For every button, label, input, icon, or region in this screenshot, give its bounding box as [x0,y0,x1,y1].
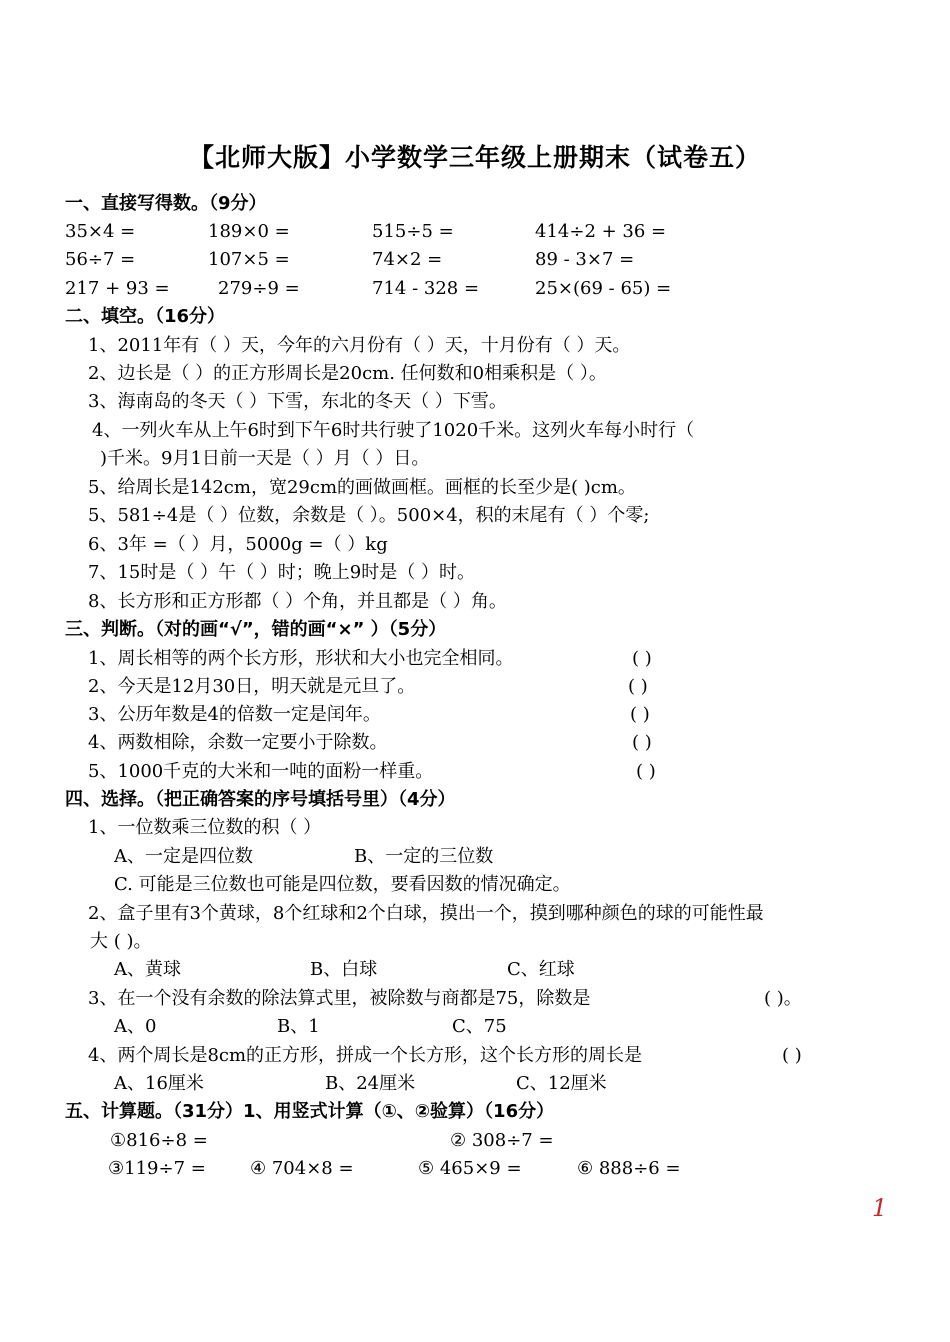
choice-options [0,1070,950,1098]
fill-blank-item [0,417,950,445]
fill-blank-text: 4、一列火车从上午6时到下午6时共行驶了1020千米。这列火车每小时行（ [92,420,695,441]
choice-options [0,1013,950,1041]
judge-paren: ( ) [632,648,652,669]
calc-item: ④ 704×8 = [250,1158,354,1179]
option-c: C、75 [452,1016,507,1037]
choice-question-text: 2、盒子里有3个黄球，8个红球和2个白球，摸出一个，摸到哪种颜色的球的可能性最 [88,903,764,924]
judge-paren: ( ) [636,761,656,782]
section5-heading: 五、计算题。（31分）1、用竖式计算（①、②验算）（16分） [65,1101,555,1122]
mental-math-item: 414÷2 + 36 = [535,221,667,242]
section1-row [0,246,950,274]
judge-paren: ( ) [632,732,652,753]
choice-question-text: 大 ( )。 [90,931,152,952]
section2-heading-line [0,303,950,331]
calc-item: ② 308÷7 = [450,1130,554,1151]
choice-question-text: 4、两个周长是8cm的正方形，拼成一个长方形，这个长方形的周长是 [88,1045,643,1066]
calc-item: ③119÷7 = [108,1158,206,1179]
judge-paren: ( ) [630,704,650,725]
choice-question-text: 1、一位数乘三位数的积（ ） [88,817,322,838]
calc-item: ①816÷8 = [110,1130,208,1151]
calc-item: ⑤ 465×9 = [418,1158,522,1179]
option-c: C、红球 [507,959,575,980]
fill-blank-item [0,531,950,559]
choice-question [0,985,950,1013]
fill-blank-text: 5、给周长是142cm，宽29cm的画做画框。画框的长至少是( )cm。 [88,477,636,498]
judge-item [0,673,950,701]
fill-blank-text: 6、3年 =（ ）月，5000g =（ ）kg [88,534,388,555]
judge-text: 3、公历年数是4的倍数一定是闰年。 [88,704,381,725]
fill-blank-text: 5、581÷4是（ ）位数，余数是（ ）。500×4，积的末尾有（ ）个零; [88,505,650,526]
mental-math-item: 714 - 328 = [372,278,480,299]
option-b: B、一定的三位数 [354,846,494,867]
fill-blank-item [0,502,950,530]
judge-text: 1、周长相等的两个长方形，形状和大小也完全相同。 [88,648,514,669]
section1-heading: 一、直接写得数。（9分） [65,193,267,214]
judge-item [0,729,950,757]
option-c: C、12厘米 [516,1073,607,1094]
fill-blank-item [0,588,950,616]
choice-options [0,843,950,871]
fill-blank-item [0,474,950,502]
fill-blank-item [0,559,950,587]
fill-blank-item [0,332,950,360]
calc-row [0,1155,950,1183]
fill-blank-text: 2、边长是（ ）的正方形周长是20cm. 任何数和0相乘积是（ ）。 [88,363,607,384]
fill-blank-item [0,445,950,473]
option-b: B、1 [277,1016,320,1037]
fill-blank-item [0,388,950,416]
mental-math-item: 25×(69 - 65) = [535,278,672,299]
section1-row [0,218,950,246]
mental-math-item: 74×2 = [372,249,443,270]
mental-math-item: 279÷9 = [218,278,300,299]
option-a: A、一定是四位数 [114,846,253,867]
choice-options [0,871,950,899]
fill-blank-item [0,360,950,388]
judge-item [0,701,950,729]
mental-math-item: 107×5 = [208,249,290,270]
fill-blank-text: )千米。9月1日前一天是（ ）月（ ）日。 [100,448,430,469]
fill-blank-text: 3、海南岛的冬天（ ）下雪，东北的冬天（ ）下雪。 [88,391,507,412]
choice-question [0,814,950,842]
choice-question-text: 3、在一个没有余数的除法算式里，被除数与商都是75，除数是 [88,988,591,1009]
option-a: A、黄球 [114,959,181,980]
page-title: 【北师大版】小学数学三年级上册期末（试卷五） [188,143,761,172]
calc-row [0,1127,950,1155]
calc-item: ⑥ 888÷6 = [577,1158,681,1179]
choice-question [0,1042,950,1070]
mental-math-item: 515÷5 = [372,221,454,242]
section2-heading: 二、填空。（16分） [65,306,226,327]
fill-blank-text: 1、2011年有（ ）天，今年的六月份有（ ）天，十月份有（ ）天。 [88,335,631,356]
choice-paren: ( )。 [764,988,802,1009]
mental-math-item: 35×4 = [65,221,136,242]
option-c: C. 可能是三位数也可能是四位数，要看因数的情况确定。 [114,874,571,895]
judge-text: 4、两数相除，余数一定要小于除数。 [88,732,388,753]
judge-item [0,645,950,673]
section4-heading-line [0,786,950,814]
judge-item [0,758,950,786]
judge-paren: ( ) [628,676,648,697]
section1-row [0,275,950,303]
section4-heading: 四、选择。（把正确答案的序号填括号里）（4分） [65,789,456,810]
section3-heading-line [0,616,950,644]
section5-heading-line [0,1098,950,1126]
choice-question [0,900,950,928]
option-b: B、24厘米 [325,1073,416,1094]
choice-question [0,928,950,956]
choice-options [0,956,950,984]
judge-text: 2、今天是12月30日，明天就是元旦了。 [88,676,416,697]
mental-math-item: 56÷7 = [65,249,136,270]
option-b: B、白球 [310,959,378,980]
mental-math-item: 89 - 3×7 = [535,249,635,270]
fill-blank-text: 8、长方形和正方形都（ ）个角，并且都是（ ）角。 [88,591,507,612]
fill-blank-text: 7、15时是（ ）午（ ）时；晚上9时是（ ）时。 [88,562,475,583]
option-a: A、16厘米 [114,1073,204,1094]
mental-math-item: 217 + 93 = [65,278,170,299]
judge-text: 5、1000千克的大米和一吨的面粉一样重。 [88,761,434,782]
mental-math-item: 189×0 = [208,221,290,242]
option-a: A、0 [114,1016,157,1037]
choice-paren: ( ) [782,1045,802,1066]
section3-heading: 三、判断。（对的画“√”，错的画“×” ）（5分） [65,619,447,640]
page-number: 1 [872,1194,888,1222]
section1-heading-line [0,190,950,218]
